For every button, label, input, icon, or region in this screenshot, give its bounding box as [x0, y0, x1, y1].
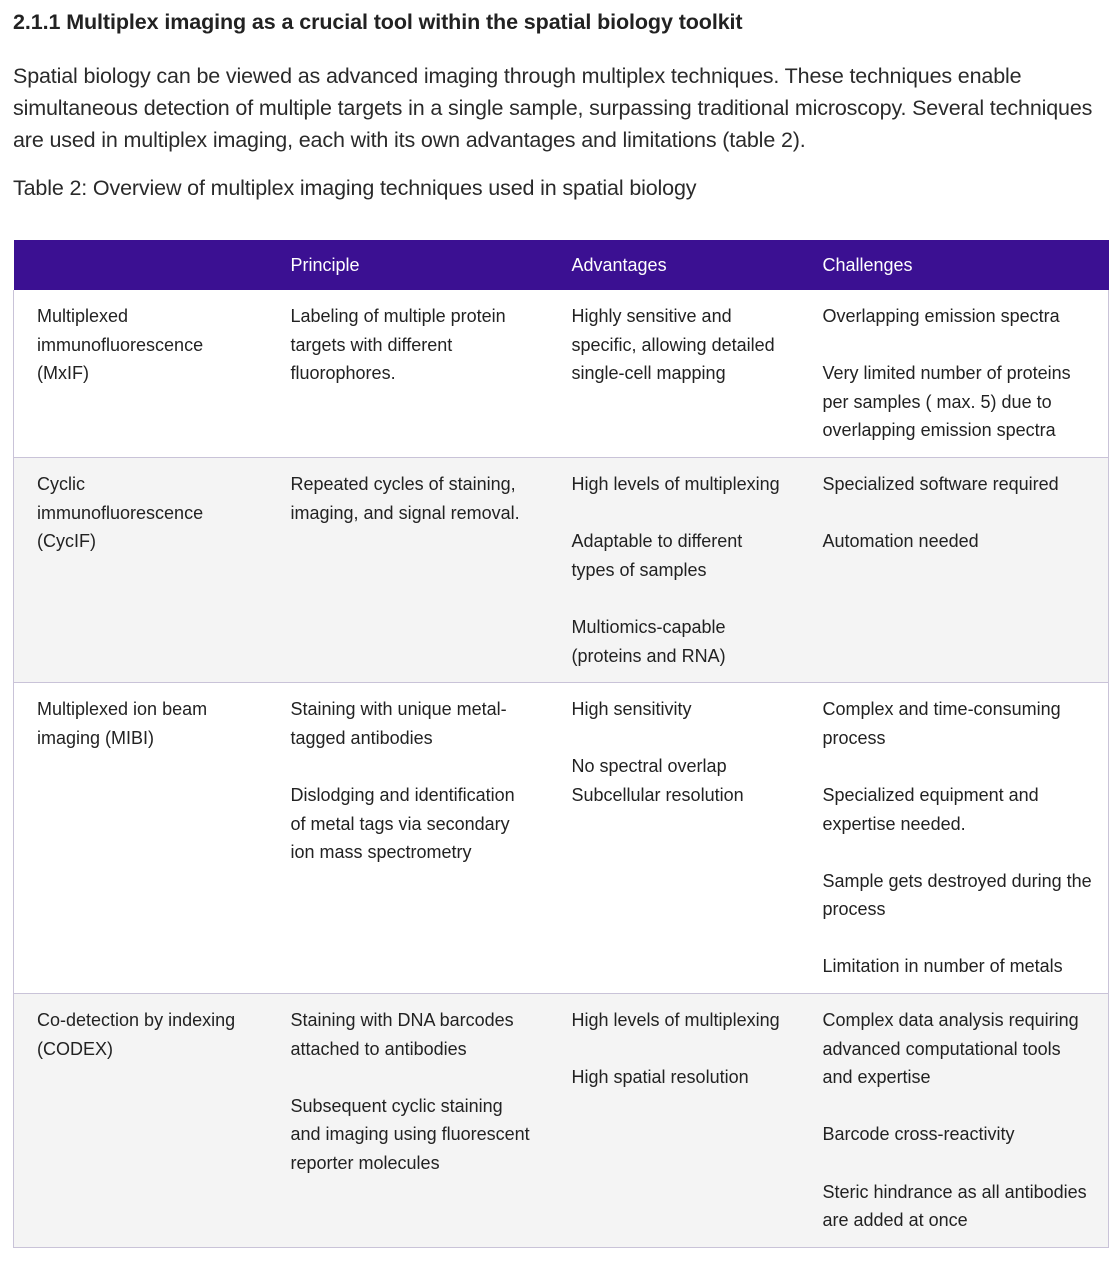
challenge-item: Limitation in number of metals	[822, 956, 1063, 977]
challenges-cell	[800, 683, 1109, 994]
technique-cell	[14, 457, 268, 682]
technique-cell	[14, 290, 268, 457]
technique-name: Multiplexed ion beam imaging (MIBI)	[37, 699, 208, 748]
table-row	[14, 290, 1109, 457]
table-header	[14, 240, 1109, 290]
challenge-item: Complex and time-consuming process	[822, 699, 1061, 748]
challenges-cell	[800, 457, 1109, 682]
challenge-item: Specialized equipment and expertise needed.	[822, 784, 1039, 834]
challenge-item: Very limited number of proteins per samples ( max. 5) due to overlapping emission spectra	[822, 363, 1071, 441]
advantage-item: Subcellular resolution	[571, 784, 744, 805]
technique-name: Cyclic immunofluorescence (CycIF)	[37, 473, 204, 552]
principle-cell	[268, 290, 549, 457]
principle-cell	[268, 683, 549, 994]
challenge-item: Overlapping emission spectra	[822, 306, 1060, 326]
table-row	[14, 457, 1109, 682]
advantages-cell	[549, 683, 800, 994]
techniques-table	[13, 240, 1109, 1248]
technique-name: Multiplexed immunofluorescence (MxIF)	[37, 306, 204, 384]
advantage-item: High spatial resolution	[571, 1067, 749, 1088]
principle-item: Staining with unique metal-tagged antibodies	[290, 699, 507, 748]
challenge-item: Specialized software required	[822, 473, 1059, 494]
advantage-item: Highly sensitive and specific, allowing detailed single-cell mapping	[571, 306, 775, 384]
advantage-item: High levels of multiplexing	[571, 1010, 780, 1031]
technique-name: Co-detection by indexing (CODEX)	[37, 1010, 236, 1059]
intro-paragraph: Spatial biology can be viewed as advanced imaging through multiplex techniques. These techniques enable simultaneous detection of multiple targets in a single sample, surpassing traditional microscopy. Several techniques are used in multiplex imaging, each with its own advantages and limitations (table 2).	[13, 64, 1093, 152]
challenge-item: Barcode cross-reactivity	[822, 1124, 1015, 1145]
principle-item: Staining with DNA barcodes attached to antibodies	[290, 1010, 514, 1059]
table-row	[14, 994, 1109, 1248]
challenges-cell	[800, 290, 1109, 457]
header-row	[14, 240, 1109, 290]
principle-item: Labeling of multiple protein targets with different fluorophores.	[290, 306, 506, 384]
section-heading: 2.1.1 Multiplex imaging as a crucial tool within the spatial biology toolkit	[13, 10, 743, 34]
advantages-cell	[549, 994, 800, 1248]
advantage-item: No spectral overlap	[571, 756, 727, 777]
technique-cell	[14, 683, 268, 994]
header-technique	[14, 240, 268, 290]
principle-cell	[268, 457, 549, 682]
challenge-item: Complex data analysis requiring advanced computational tools and expertise	[822, 1010, 1079, 1088]
challenge-item: Automation needed	[822, 531, 979, 552]
advantage-item: Adaptable to different types of samples	[571, 531, 743, 580]
header-principle: Principle	[268, 240, 549, 290]
principle-item: Subsequent cyclic staining and imaging using fluorescent reporter molecules	[290, 1095, 530, 1174]
principle-item: Repeated cycles of staining, imaging, and signal removal.	[290, 473, 520, 523]
table-row	[14, 683, 1109, 994]
header-advantages: Advantages	[549, 240, 800, 290]
advantages-cell	[549, 290, 800, 457]
advantage-item: High sensitivity	[571, 699, 692, 720]
challenge-item: Sample gets destroyed during the process	[822, 870, 1092, 920]
advantages-cell	[549, 457, 800, 682]
challenge-item: Steric hindrance as all antibodies are added at once	[822, 1181, 1087, 1231]
advantage-item: High levels of multiplexing	[571, 473, 780, 494]
challenges-cell	[800, 994, 1109, 1248]
principle-item: Dislodging and identification of metal tags via secondary ion mass spectrometry	[290, 784, 515, 863]
table-caption: Table 2: Overview of multiplex imaging techniques used in spatial biology	[13, 176, 697, 200]
advantage-item: Multiomics-capable (proteins and RNA)	[571, 616, 726, 666]
header-challenges: Challenges	[800, 240, 1109, 290]
technique-cell	[14, 994, 268, 1248]
principle-cell	[268, 994, 549, 1248]
